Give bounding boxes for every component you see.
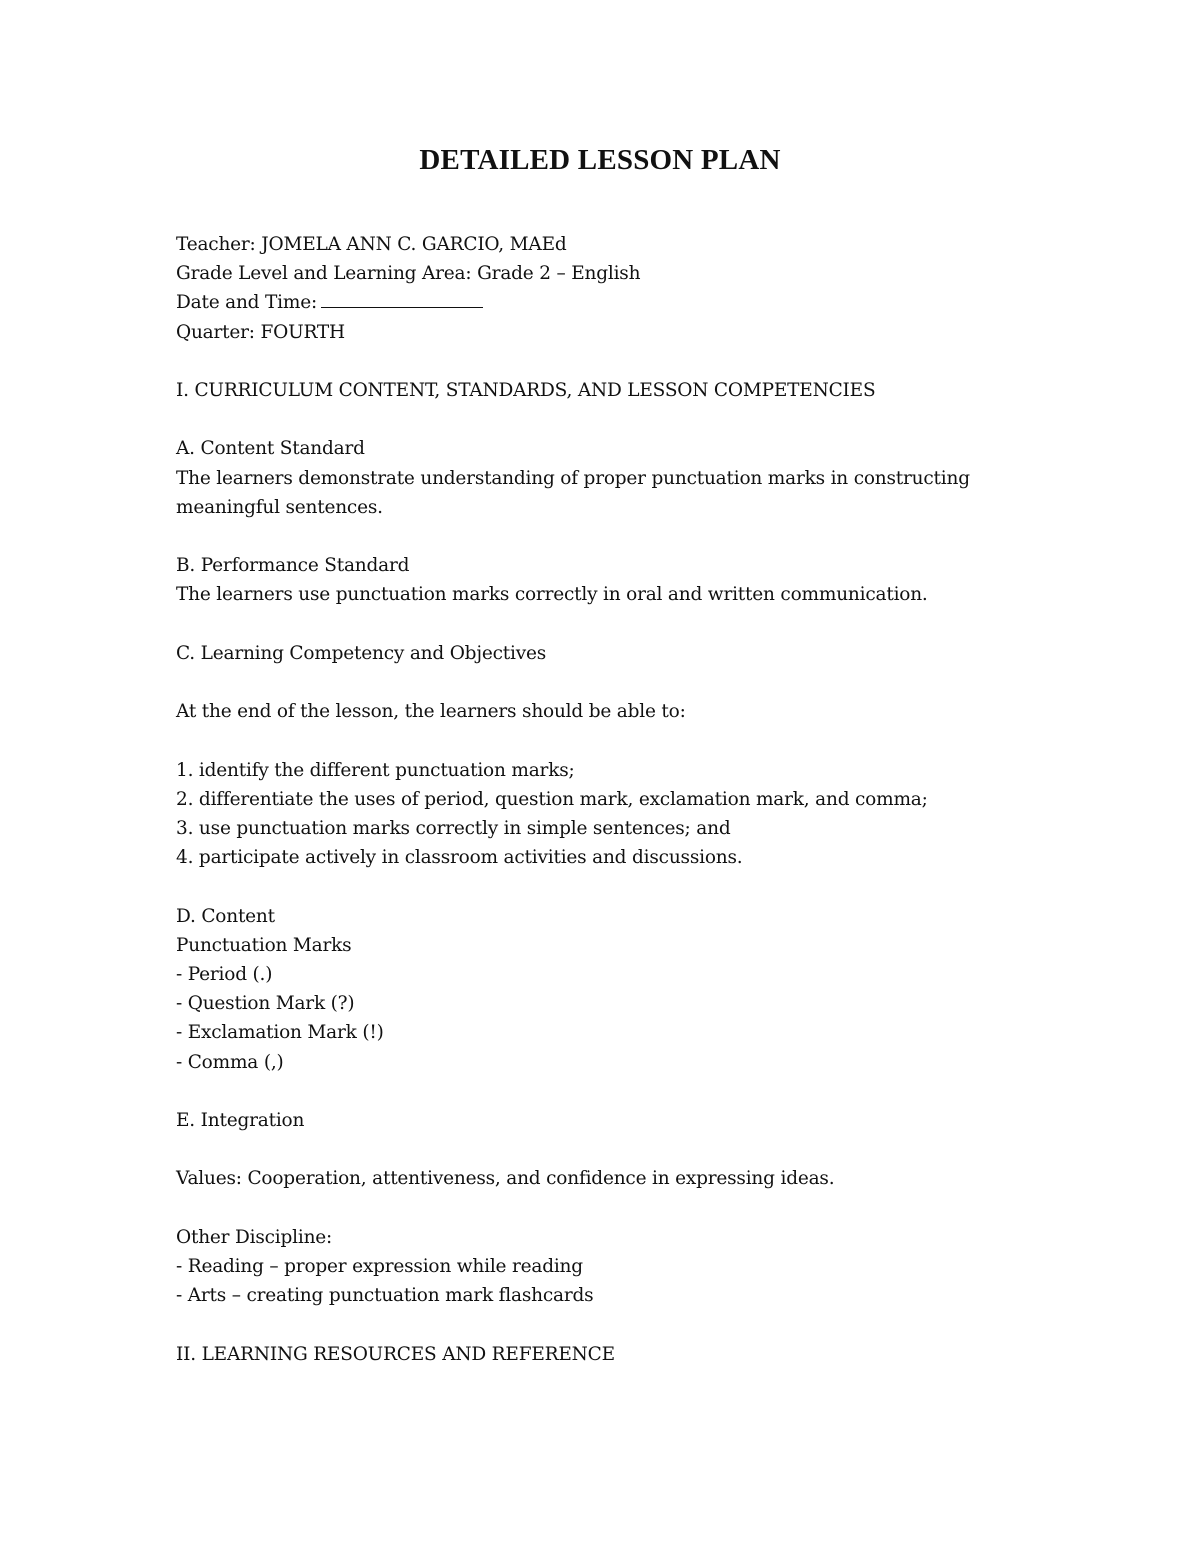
content-standard-text-line-2: meaningful sentences. — [176, 496, 383, 518]
performance-standard-text: The learners use punctuation marks correctly in oral and written communication. — [176, 584, 928, 606]
section-1-heading: I. CURRICULUM CONTENT, STANDARDS, AND LESSON COMPETENCIES — [176, 380, 876, 401]
values-line: Values: Cooperation, attentiveness, and confidence in expressing ideas. — [176, 1168, 835, 1190]
objective-item: 3. use punctuation marks correctly in simple sentences; and — [176, 817, 731, 839]
document-body — [176, 230, 1056, 1369]
objective-item: 2. differentiate the uses of period, question mark, exclamation mark, and comma; — [176, 788, 928, 810]
other-discipline-item: - Reading – proper expression while reading — [176, 1255, 583, 1277]
date-time-label: Date and Time: — [176, 292, 317, 314]
teacher-line: Teacher: JOMELA ANN C. GARCIO, MAEd — [176, 234, 567, 255]
other-discipline-label: Other Discipline: — [176, 1226, 333, 1248]
date-time-line — [176, 288, 1056, 317]
section-2-heading: II. LEARNING RESOURCES AND REFERENCE — [176, 1343, 615, 1365]
content-list-item: - Exclamation Mark (!) — [176, 1022, 384, 1044]
quarter-line: Quarter: FOURTH — [176, 321, 345, 343]
competency-heading: C. Learning Competency and Objectives — [176, 642, 547, 664]
date-time-blank — [321, 289, 483, 308]
content-heading: D. Content — [176, 905, 275, 927]
document-title: DETAILED LESSON PLAN — [419, 144, 781, 176]
content-list-item: - Comma (,) — [176, 1051, 284, 1073]
content-list-item: - Period (.) — [176, 963, 273, 985]
objective-item: 1. identify the different punctuation marks; — [176, 759, 575, 781]
content-topic: Punctuation Marks — [176, 934, 352, 956]
performance-standard-heading: B. Performance Standard — [176, 555, 410, 577]
spacer — [176, 668, 1056, 697]
spacer — [176, 1194, 1056, 1223]
objective-item: 4. participate actively in classroom activities and discussions. — [176, 847, 743, 869]
content-standard-heading: A. Content Standard — [176, 438, 365, 460]
spacer — [176, 1310, 1056, 1339]
integration-heading: E. Integration — [176, 1109, 305, 1131]
other-discipline-item: - Arts – creating punctuation mark flashcards — [176, 1285, 594, 1307]
spacer — [176, 1077, 1056, 1106]
grade-level-line: Grade Level and Learning Area: Grade 2 – English — [176, 263, 641, 285]
spacer — [176, 347, 1056, 376]
objectives-intro: At the end of the lesson, the learners should be able to: — [176, 701, 686, 723]
spacer — [176, 610, 1056, 639]
spacer — [176, 872, 1056, 901]
spacer — [176, 522, 1056, 551]
content-standard-text-line-1: The learners demonstrate understanding of proper punctuation marks in constructing — [176, 467, 970, 489]
spacer — [176, 726, 1056, 755]
spacer — [176, 405, 1056, 434]
content-list-item: - Question Mark (?) — [176, 993, 355, 1015]
spacer — [176, 1135, 1056, 1164]
